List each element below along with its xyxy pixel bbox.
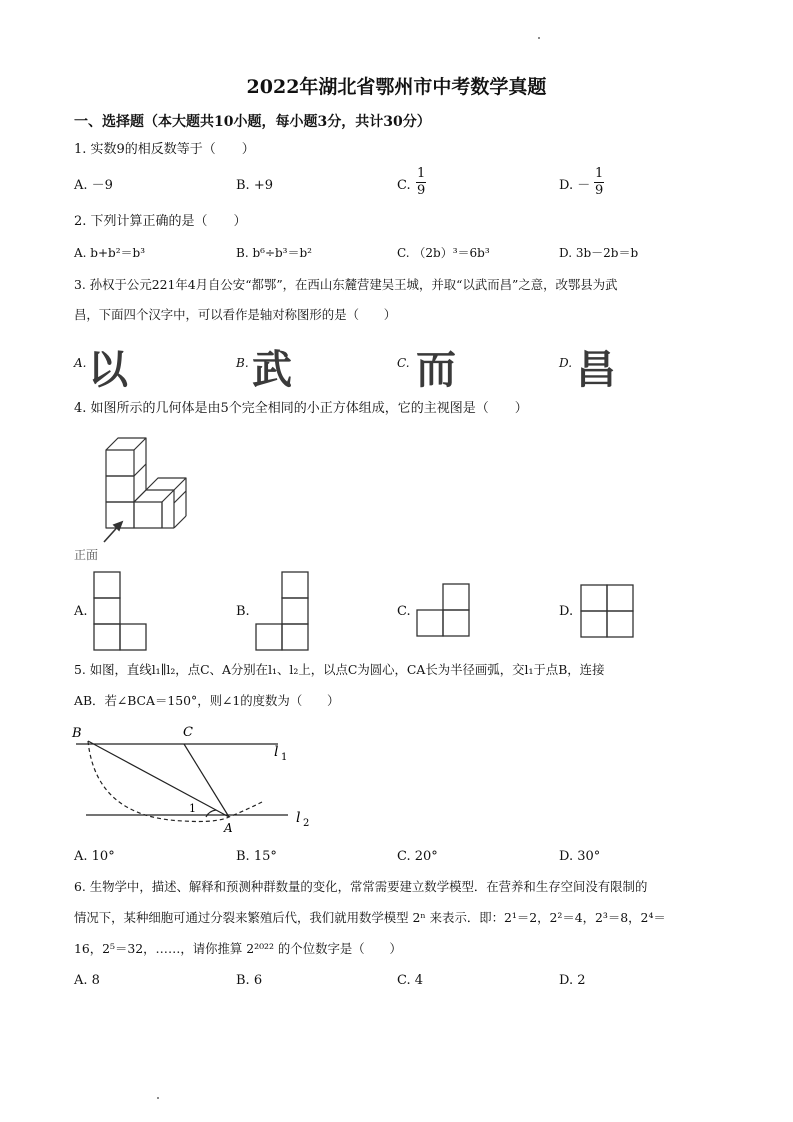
q3-option-c-label: C. bbox=[397, 356, 410, 370]
q1-option-a: A. －9 bbox=[74, 178, 113, 193]
q4-option-b-label: B. bbox=[236, 604, 250, 619]
q2-option-b: B. b⁶÷b³＝b² bbox=[236, 246, 312, 260]
q1-option-d-fraction bbox=[594, 166, 604, 199]
q6-option-b: B. 6 bbox=[236, 973, 263, 988]
denominator: 9 bbox=[595, 183, 604, 198]
q5-label-a: A bbox=[224, 821, 233, 835]
q5-label-b: B bbox=[72, 726, 82, 741]
q5-option-d: D. 30° bbox=[559, 849, 601, 864]
q2-option-a: A. b+b²＝b³ bbox=[74, 246, 146, 260]
q5-label-c: C bbox=[183, 725, 193, 740]
q4-option-a-label: A. bbox=[74, 604, 88, 619]
q4-option-a-view bbox=[93, 571, 151, 653]
q3-option-a-char: 以 bbox=[88, 347, 128, 393]
q4-option-c-view bbox=[416, 583, 474, 639]
question-4-stem: 4. 如图所示的几何体是由5个完全相同的小正方体组成，它的主视图是（ ） bbox=[74, 401, 528, 416]
q4-option-b-view bbox=[255, 571, 313, 653]
speck bbox=[157, 1097, 159, 1099]
q5-label-l1: l bbox=[274, 744, 279, 760]
denominator: 9 bbox=[417, 183, 426, 198]
q6-option-d: D. 2 bbox=[559, 973, 586, 988]
numerator: 1 bbox=[417, 166, 426, 181]
page-title: 2022年湖北省鄂州市中考数学真题 bbox=[246, 76, 547, 98]
q1-option-d-label: D. － bbox=[559, 178, 591, 193]
q4-front-label: 正面 bbox=[74, 548, 99, 562]
q2-option-d: D. 3b－2b＝b bbox=[559, 246, 639, 260]
q6-option-c: C. 4 bbox=[397, 973, 424, 988]
q1-option-b: B. +9 bbox=[236, 178, 273, 193]
q2-option-c: C. （2b）³＝6b³ bbox=[397, 246, 490, 260]
q5-option-a: A. 10° bbox=[74, 849, 115, 864]
q5-label-l2-sub: 2 bbox=[303, 818, 310, 829]
question-5-stem-line1: 5. 如图，直线l₁∥l₂，点C、A分别在l₁、l₂上，以点C为圆心，CA长为半径画弧，交l₁于点B，连接 bbox=[74, 662, 605, 677]
q3-option-a-label: A. bbox=[74, 356, 87, 370]
q4-option-d-label: D. bbox=[559, 604, 574, 619]
question-3-stem-line2: 昌，下面四个汉字中，可以看作是轴对称图形的是（ ） bbox=[74, 307, 397, 322]
q6-option-a: A. 8 bbox=[74, 973, 100, 988]
question-6-stem-line2: 情况下，某种细胞可通过分裂来繁殖后代，我们就用数学模型 2ⁿ 来表示．即：2¹＝2，2²＝4，2³＝8，2⁴＝ bbox=[74, 910, 666, 925]
q3-option-c-char: 而 bbox=[416, 347, 456, 393]
q3-option-d-char: 昌 bbox=[576, 347, 616, 393]
question-2-stem: 2. 下列计算正确的是（ ） bbox=[74, 214, 247, 229]
speck bbox=[538, 37, 540, 39]
q5-option-c: C. 20° bbox=[397, 849, 438, 864]
numerator: 1 bbox=[595, 166, 604, 181]
q5-label-l2: l bbox=[296, 810, 301, 826]
q5-option-b: B. 15° bbox=[236, 849, 277, 864]
question-3-stem-line1: 3. 孙权于公元221年4月自公安“都鄂”，在西山东麓营建吴王城，并取“以武而昌”之意，改鄂县为武 bbox=[74, 277, 618, 292]
q3-option-b-label: B. bbox=[236, 356, 249, 370]
q3-option-d-label: D. bbox=[559, 356, 573, 370]
q4-option-d-view bbox=[580, 584, 638, 640]
question-5-stem-line2: AB．若∠BCA＝150°，则∠1的度数为（ ） bbox=[74, 693, 340, 708]
q4-cube-figure bbox=[70, 430, 210, 565]
question-6-stem-line1: 6. 生物学中，描述、解释和预测种群数量的变化，常常需要建立数学模型．在营养和生存空间没有限制的 bbox=[74, 879, 648, 894]
q4-option-c-label: C. bbox=[397, 604, 411, 619]
q5-geometry-figure bbox=[66, 718, 326, 838]
q1-option-c-fraction bbox=[416, 166, 426, 199]
question-6-stem-line3: 16，2⁵＝32，……，请你推算 2²⁰²² 的个位数字是（ ） bbox=[74, 941, 402, 956]
question-1-stem: 1. 实数9的相反数等于（ ） bbox=[74, 142, 255, 157]
q1-option-c-label: C. bbox=[397, 178, 411, 193]
q3-option-b-char: 武 bbox=[252, 347, 292, 393]
section-heading: 一、选择题（本大题共10小题，每小题3分，共计30分） bbox=[74, 114, 431, 130]
q5-label-l1-sub: 1 bbox=[281, 752, 288, 763]
q5-label-angle-1: 1 bbox=[189, 802, 196, 815]
